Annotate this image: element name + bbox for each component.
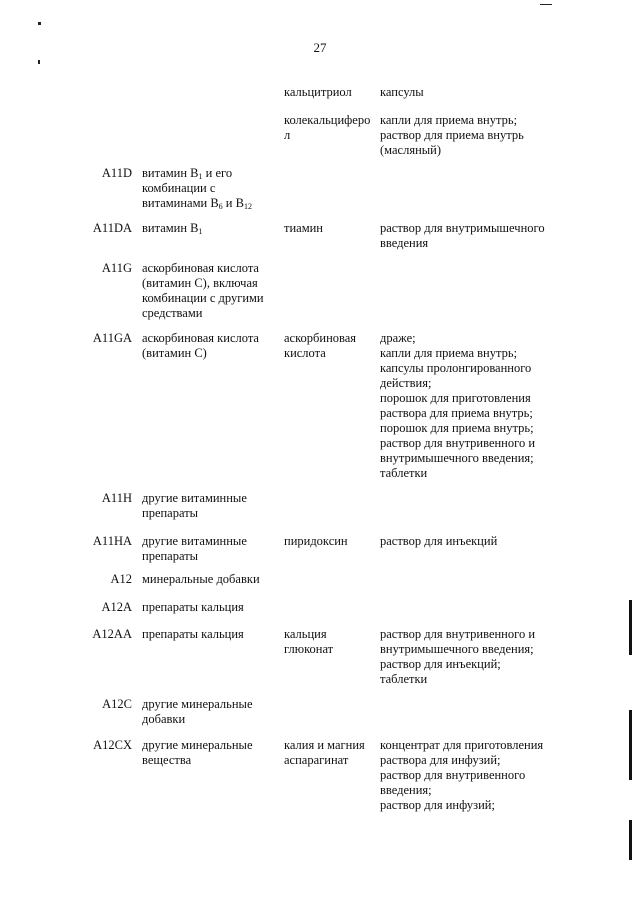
dosage-form-line: капсулы пролонгированного [380, 361, 532, 375]
dosage-form-cell [380, 627, 565, 687]
dosage-form-line: действия; [380, 376, 432, 390]
atc-group-name-cell [142, 331, 282, 361]
drug-name-line: глюконат [284, 642, 334, 656]
drug-name-cell [284, 221, 376, 236]
drug-name-cell [284, 627, 376, 657]
drug-name-line: аскорбиновая [284, 331, 357, 345]
atc-group-name-cell [142, 534, 282, 564]
atc-group-name-line: добавки [142, 712, 186, 726]
dosage-form-cell [380, 221, 565, 251]
atc-code: A11DA [92, 221, 132, 235]
dosage-form-line: порошок для приема внутрь; [380, 421, 534, 435]
drug-name-line: кальция [284, 627, 327, 641]
atc-code: A12AA [92, 627, 132, 641]
dosage-form-line: таблетки [380, 672, 428, 686]
atc-code: A12C [102, 697, 132, 711]
atc-group-name-line: витамин $B_1$ и его [142, 166, 233, 181]
atc-code: A11GA [92, 331, 132, 345]
drug-name-cell [284, 534, 376, 549]
atc-group-name-line: вещества [142, 753, 192, 767]
atc-code: A12A [101, 600, 132, 614]
atc-group-name-line: витаминами $B_6$ и $B_{12}$ [142, 196, 252, 211]
dosage-form-line: раствор для внутримышечного [380, 221, 545, 235]
dosage-form-line: раствор для внутривенного [380, 768, 526, 782]
dosage-form-line: капсулы [380, 85, 424, 99]
drug-name-line: пиридоксин [284, 534, 348, 548]
dosage-form-line: внутримышечного введения; [380, 642, 534, 656]
page-number: 27 [313, 40, 327, 55]
atc-group-name-cell [142, 600, 282, 615]
atc-code: A11HA [92, 534, 132, 548]
atc-code: A11G [101, 261, 132, 275]
drug-name-cell [284, 85, 376, 100]
atc-group-name-line: (витамин C), включая [142, 276, 258, 290]
drug-name-cell [284, 738, 376, 768]
atc-code: A12CX [93, 738, 132, 752]
scan-edge-mark [629, 600, 632, 655]
atc-code: A12 [110, 572, 132, 586]
atc-group-name-cell [142, 738, 282, 768]
dosage-form-line: введения [380, 236, 429, 250]
atc-code: A11H [101, 491, 132, 505]
atc-group-name-line: другие минеральные [142, 697, 253, 711]
drug-name-line: кислота [284, 346, 326, 360]
atc-group-name-cell [142, 261, 282, 321]
dosage-form-cell [380, 85, 565, 100]
dosage-form-line: порошок для приготовления [380, 391, 531, 405]
scan-speck [38, 60, 40, 64]
drug-name-cell [284, 331, 376, 361]
drug-name-line: л [284, 128, 291, 142]
atc-group-name-line: препараты кальция [142, 627, 244, 641]
dosage-form-line: концентрат для приготовления [380, 738, 544, 752]
atc-group-name-line: аскорбиновая кислота [142, 261, 259, 275]
dosage-form-line: драже; [380, 331, 416, 345]
dosage-form-line: раствора для приема внутрь; [380, 406, 533, 420]
dosage-form-line: раствор для внутривенного и [380, 627, 536, 641]
atc-group-name-line: аскорбиновая кислота [142, 331, 259, 345]
atc-group-name-line: комбинации с другими [142, 291, 264, 305]
dosage-form-line: раствор для инъекций; [380, 657, 501, 671]
dosage-form-cell [380, 331, 565, 481]
atc-group-name-line: витамин $B_1$ [142, 221, 203, 236]
atc-group-name-line: минеральные добавки [142, 572, 260, 586]
dosage-form-line: внутримышечного введения; [380, 451, 534, 465]
dosage-form-cell [380, 113, 565, 158]
atc-group-name-line: препараты [142, 549, 199, 563]
drug-name-line: аспарагинат [284, 753, 349, 767]
dosage-form-line: (масляный) [380, 143, 442, 157]
dosage-form-line: раствор для приема внутрь [380, 128, 524, 142]
atc-group-name-line: другие витаминные [142, 491, 247, 505]
dosage-form-line: раствор для инфузий; [380, 798, 495, 812]
atc-group-name-cell [142, 627, 282, 642]
dosage-form-line: раствора для инфузий; [380, 753, 501, 767]
atc-group-name-line: средствами [142, 306, 203, 320]
atc-group-name-cell [142, 166, 282, 211]
atc-group-name-cell [142, 221, 282, 236]
atc-group-name-line: другие минеральные [142, 738, 253, 752]
dosage-form-cell [380, 534, 565, 549]
dosage-form-line: капли для приема внутрь; [380, 346, 518, 360]
scan-edge-mark [629, 710, 632, 780]
dosage-form-line: раствор для внутривенного и [380, 436, 536, 450]
atc-code: A11D [101, 166, 132, 180]
atc-group-name-line: комбинации с [142, 181, 216, 195]
atc-group-name-line: препараты [142, 506, 199, 520]
dosage-form-line: введения; [380, 783, 432, 797]
dosage-form-cell [380, 738, 565, 813]
drug-name-cell [284, 113, 376, 143]
drug-name-line: колекальциферо [284, 113, 371, 127]
atc-group-name-cell [142, 491, 282, 521]
dosage-form-line: капли для приема внутрь; [380, 113, 518, 127]
scan-speck [38, 22, 41, 25]
top-edge-dash [540, 4, 552, 5]
drug-name-line: кальцитриол [284, 85, 352, 99]
atc-group-name-line: препараты кальция [142, 600, 244, 614]
atc-group-name-cell [142, 697, 282, 727]
dosage-form-line: раствор для инъекций [380, 534, 498, 548]
dosage-form-line: таблетки [380, 466, 428, 480]
atc-group-name-line: (витамин C) [142, 346, 207, 360]
atc-group-name-cell [142, 572, 282, 587]
drug-name-line: тиамин [284, 221, 323, 235]
atc-group-name-line: другие витаминные [142, 534, 247, 548]
drug-name-line: калия и магния [284, 738, 365, 752]
scan-edge-mark [629, 820, 632, 860]
